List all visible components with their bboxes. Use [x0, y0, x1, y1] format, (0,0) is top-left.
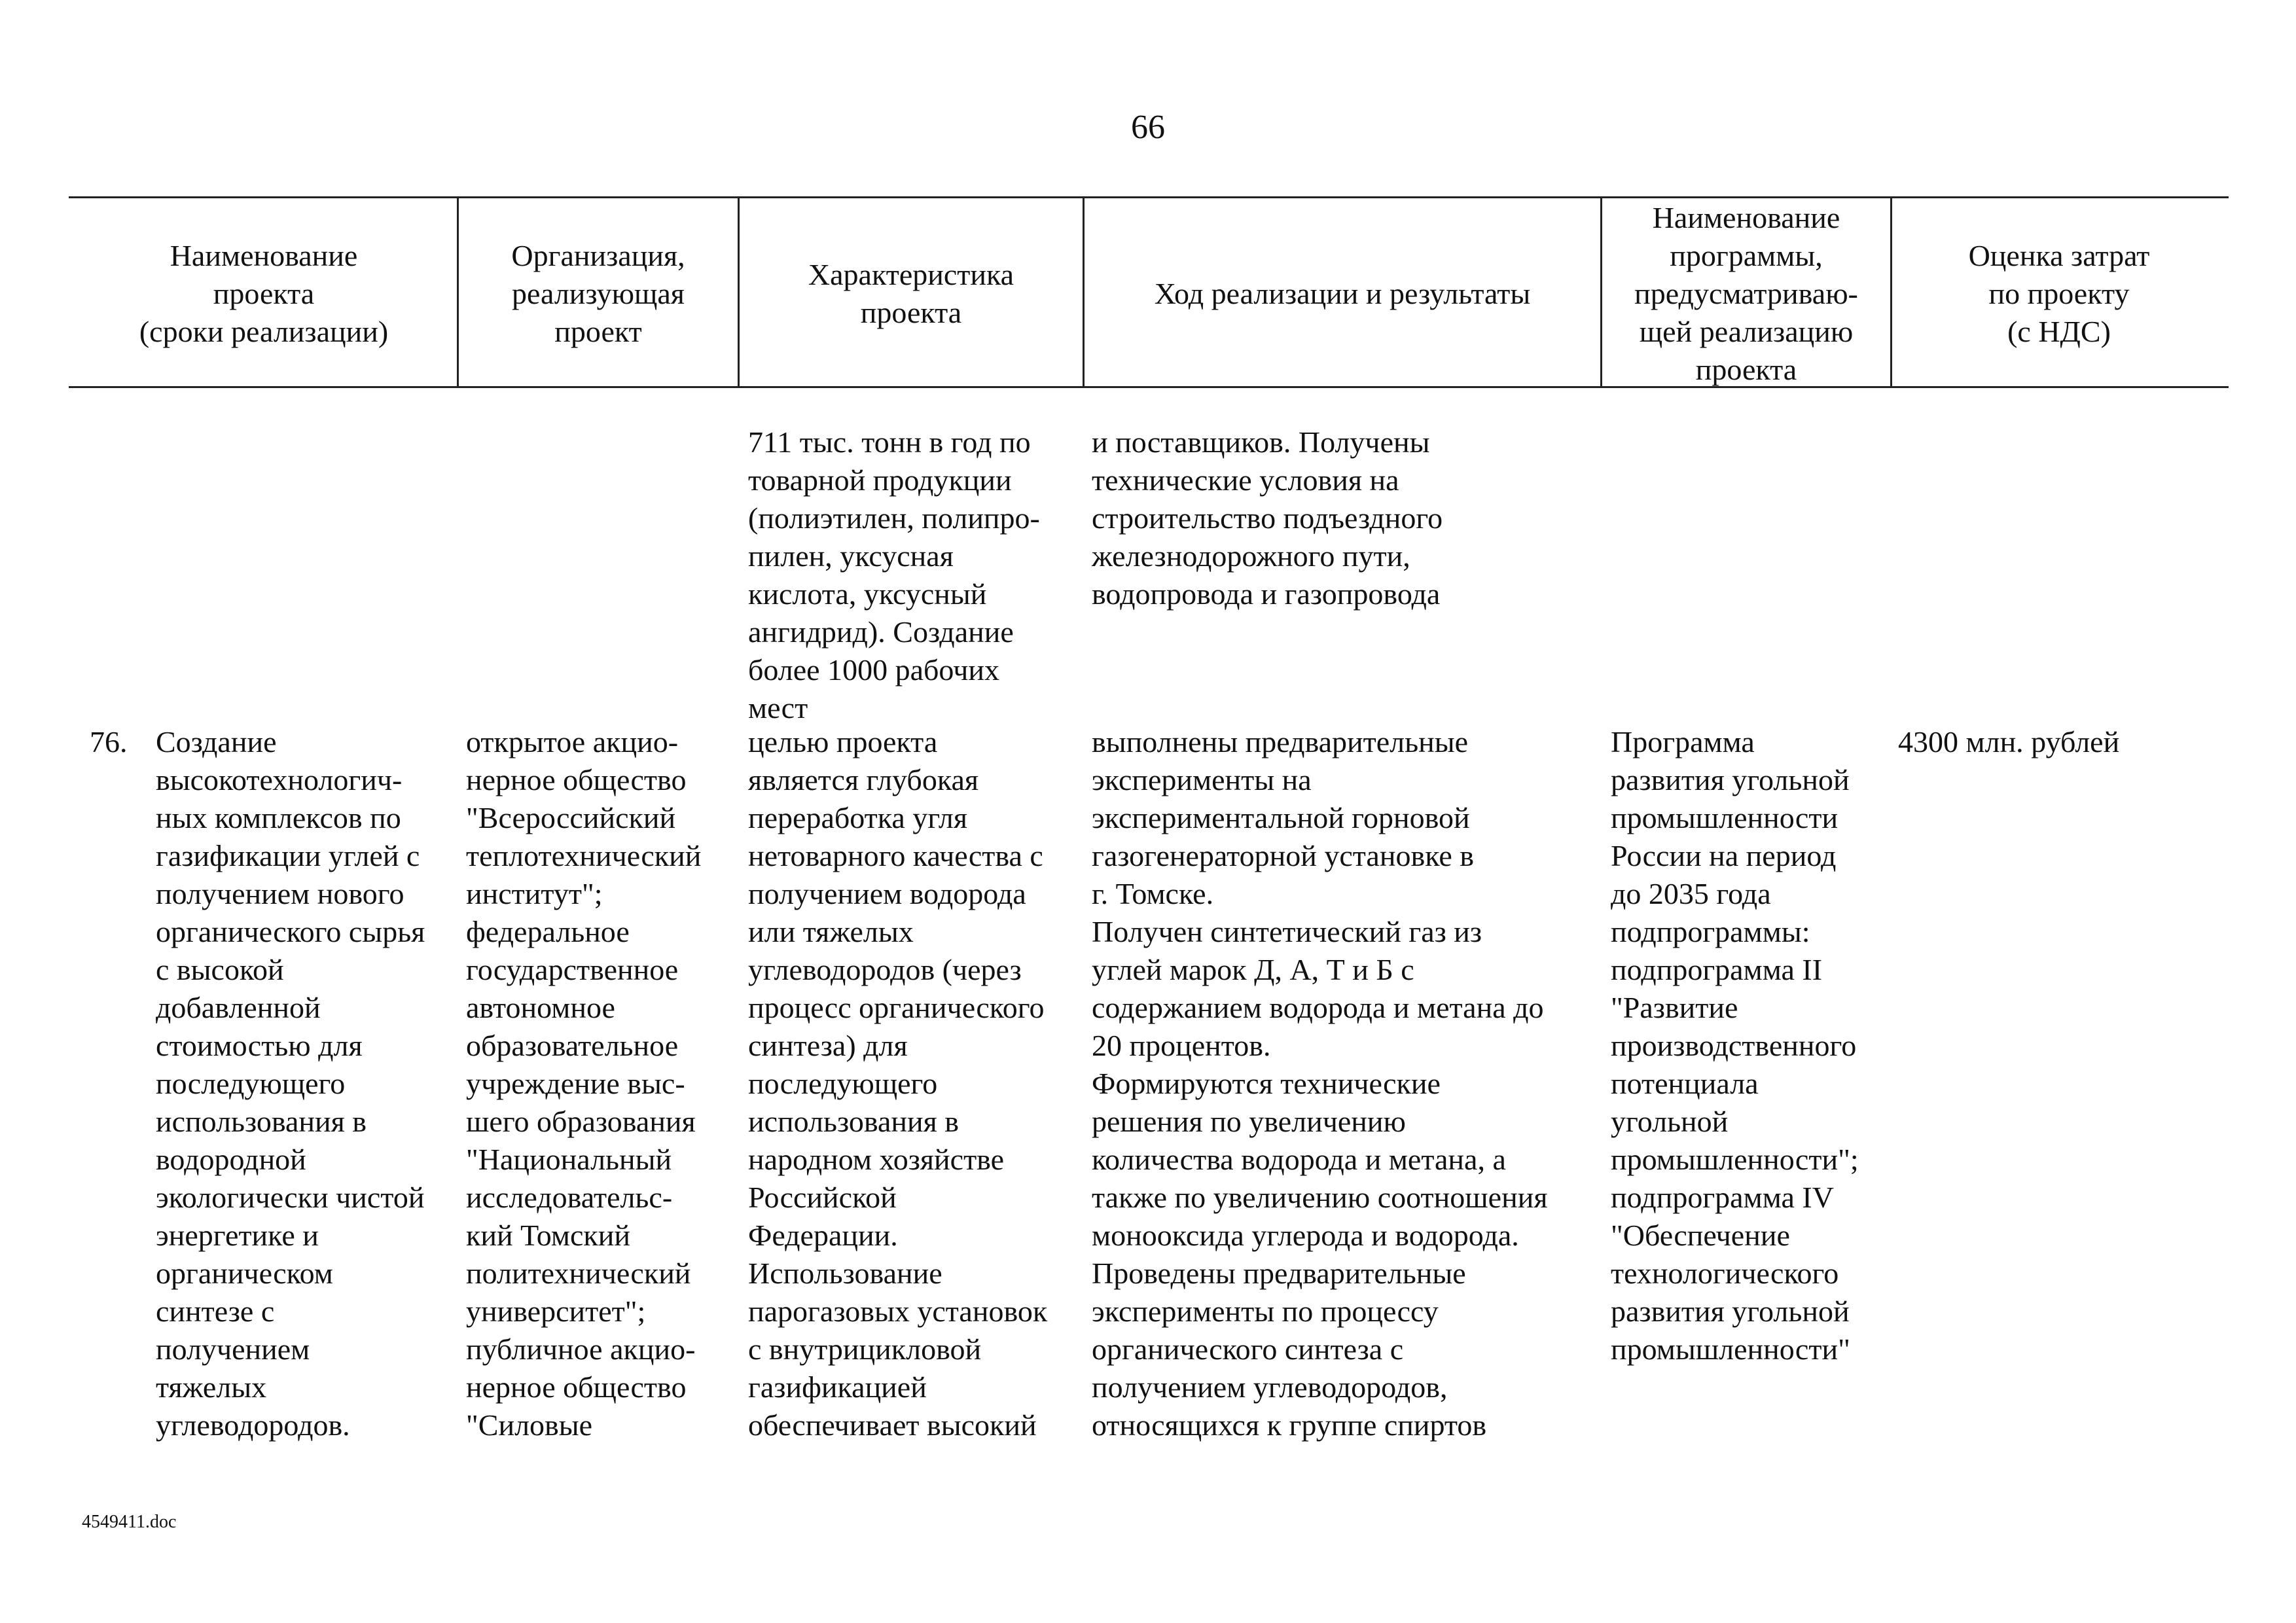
row-project-name: Создание высокотехнологич- ных комплексов по газификации углей с получением нового органического сырья с высокой добавленной стоимостью для последующего использования в водородной экологически чистой энергетике и органическом синтезе с получением тяжелых углеводородов.	[156, 725, 425, 1442]
row-organization: открытое акцио- нерное общество "Всероссийский теплотехнический институт"; федеральное государственное автономное образовательное учреждение выс- шего образования "Национальный исследовательс- кий Томский политехнический университет"; публичное акцио- нерное общество "Силовые	[466, 725, 702, 1442]
footer-document-code: 4549411.doc	[82, 1512, 177, 1532]
header-project-name: Наименование проекта (сроки реализации)	[139, 238, 389, 348]
continuation-progress: и поставщиков. Получены технические условия на строительство подъездного железнодорожного пути, водопровода и газопровода	[1092, 425, 1443, 611]
header-cost-estimate: Оценка затрат по проекту (с НДС)	[1968, 238, 2150, 348]
header-program-name: Наименование программы, предусматриваю- щей реализацию проекта	[1634, 200, 1858, 386]
header-characteristic: Характеристика проекта	[808, 257, 1014, 329]
header-organization: Организация, реализующая проект	[511, 238, 685, 348]
header-progress-results: Ход реализации и результаты	[1154, 276, 1531, 310]
table-top-rule	[69, 196, 2229, 198]
row-cost-estimate: 4300 млн. рублей	[1898, 725, 2120, 758]
row-number: 76.	[90, 725, 128, 758]
row-characteristic: целью проекта является глубокая переработка угля нетоварного качества с получением водорода или тяжелых углеводородов (через процесс органического синтеза) для последующего использования в народном хозяйстве Российской Федерации. Использование парогазовых установок с внутрицикловой газификацией обеспечивает высокий	[748, 725, 1048, 1442]
row-progress-results: выполнены предварительные эксперименты на экспериментальной горновой газогенераторной установке в г. Томске. Получен синтетический газ из углей марок Д, А, Т и Б с содержанием водорода и метана до 20 процентов. Формируются технические решения по увеличению количества водорода и метана, а также по увеличению соотношения монооксида углерода и водорода. Проведены предварительные эксперименты по процессу органического синтеза с получением углеводородов, относящихся к группе спиртов	[1092, 725, 1548, 1442]
row-program-name: Программа развития угольной промышленности России на период до 2035 года подпрограммы: подпрограмма II "Развитие производственного потенциала угольной промышленности"; подпрограмма IV "Обеспечение технологического развития угольной промышленности"	[1611, 725, 1859, 1366]
page-number: 66	[1131, 109, 1165, 146]
continuation-characteristic: 711 тыс. тонн в год по товарной продукции (полиэтилен, полипро- пилен, уксусная кислота, уксусный ангидрид). Создание более 1000 рабочих мест	[748, 425, 1040, 724]
